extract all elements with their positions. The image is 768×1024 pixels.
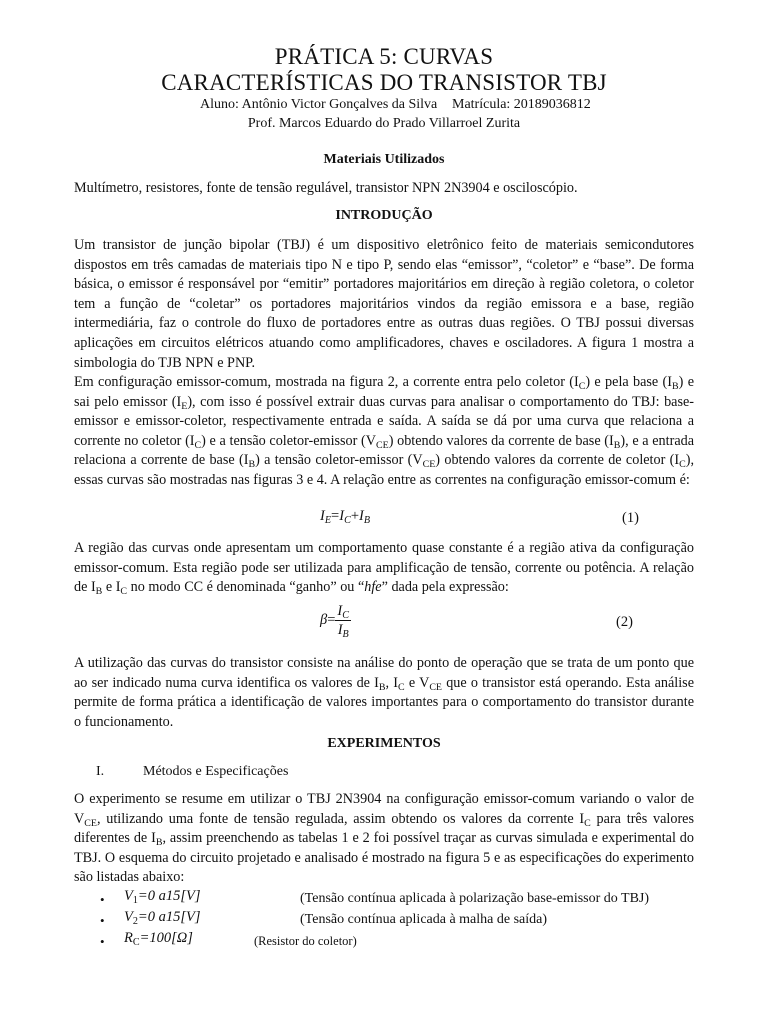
experiment-paragraph: O experimento se resume em utilizar o TBJ 2N3904 na configuração emissor-comum variando o valor de $V_{CE}$, utilizando uma fonte de tensão regulada, assim obtendo os valores da corrente $I_C$ para três valores diferentes de $I_B$, assim preenchendo as tabelas 1 e 2 foi possível traçar as curvas simulada e experimental do TBJ. O esquema do circuito projetado e analisado é mostrado na figura 5 e as especificações do experimento são listadas abaixo:: [74, 791, 694, 886]
title-line-1: PRÁTICA 5: CURVAS: [274, 44, 494, 69]
configuration-paragraph: Em configuração emissor-comum, mostrada na figura 2, a corrente entra pelo coletor $(I_C)$ e pela base $(I_B)$ e sai pelo emissor $(I_E)$, com isso é possível extrair duas curvas para analisar o comportamento do TBJ: base-emissor e emissor-coletor, respectivamente entrada e saída. A saída se dá por uma curva que relaciona a corrente no coletor $(I_C)$ e a tensão coletor-emissor $(V_{CE})$ obtendo valores da corrente de base $(I_B)$, e a entrada relaciona a corrente de base $(I_B)$ a tensão coletor-emissor $(V_{CE})$ obtendo valores da corrente de coletor $(I_C)$, essas curvas são mostradas nas figuras 3 e 4. A relação entre as correntes na configuração emissor-comum é:: [74, 374, 695, 488]
spec-v2-description: (Tensão contínua aplicada à malha de saída): [300, 912, 548, 927]
equation-2-number: (2): [616, 614, 633, 630]
experiments-heading: EXPERIMENTOS: [327, 736, 441, 751]
intro-paragraph: Um transistor de junção bipolar (TBJ) é um dispositivo eletrônico feito de materiais semicondutores dispostos em três camadas de materiais tipo N e tipo P, sendo elas “emissor”, “coletor” e “base”. De forma básica, o emissor é responsável por “emitir” portadores majoritários em direção à região coletora, o coletor tem a função de “coletar” os portadores majoritários vindos da região emissora e a base, região intermediária, faz o controle do fluxo de portadores entre as outras duas regiões. O TBJ possui diversas aplicações em circuitos elétricos atuando como amplificadores, chaves e osciladores. A figura 1 mostra a simbologia do TJB NPN e PNP.: [74, 237, 694, 371]
equation-1: $I_E=I_C+I_B$: [320, 508, 371, 526]
registration-number: Matrícula: 20189036812: [452, 97, 591, 112]
bullet-icon: •: [100, 913, 105, 928]
active-region-paragraph: A região das curvas onde apresentam um comportamento quase constante é a região ativa da configuração emissor-comum. Esta região pode ser utilizada para amplificação de tensão, corrente ou potência. A relação de $I_B$ e $I_C$ no modo CC é denominada “ganho” ou “hfe” dada pela expressão:: [74, 540, 694, 598]
materials-heading: Materiais Utilizados: [323, 152, 445, 167]
intro-heading: INTRODUÇÃO: [335, 208, 433, 223]
bullet-icon: •: [100, 934, 105, 949]
spec-rc-formula: $R_C=100[\Omega]$: [124, 930, 193, 948]
student-name: Aluno: Antônio Victor Gonçalves da Silva: [200, 97, 438, 112]
operating-point-paragraph: A utilização das curvas do transistor consiste na análise do ponto de operação que se trata de um ponto que ao ser indicado numa curva identifica os valores de $I_B$, $I_C$ e $V_{CE}$ que o transistor está operando. Esta análise permite de forma prática a identificação de valores importantes para o comportamento do transistor durante o funcionamento.: [74, 655, 694, 730]
spec-rc-description: (Resistor do coletor): [254, 934, 357, 948]
bullet-icon: •: [100, 892, 105, 907]
section-title: Métodos e Especificações: [143, 764, 289, 779]
spec-v1-description: (Tensão contínua aplicada à polarização base-emissor do TBJ): [300, 891, 650, 906]
professor-name: Prof. Marcos Eduardo do Prado Villarroel Zurita: [247, 116, 521, 131]
title-line-2: CARACTERÍSTICAS DO TRANSISTOR TBJ: [161, 70, 607, 95]
materials-text: Multímetro, resistores, fonte de tensão regulável, transistor NPN 2N3904 e osciloscópio.: [74, 180, 578, 196]
document-title: [0, 44, 768, 96]
spec-v2-formula: $V_2=0$ a15[V]: [124, 909, 201, 927]
equation-2: β= $\frac{I_C}{I_B}$: [320, 603, 350, 640]
section-numeral: I.: [96, 764, 105, 779]
spec-v1-formula: $V_1=0$ a15[V]: [124, 888, 201, 906]
equation-1-number: (1): [622, 510, 639, 526]
